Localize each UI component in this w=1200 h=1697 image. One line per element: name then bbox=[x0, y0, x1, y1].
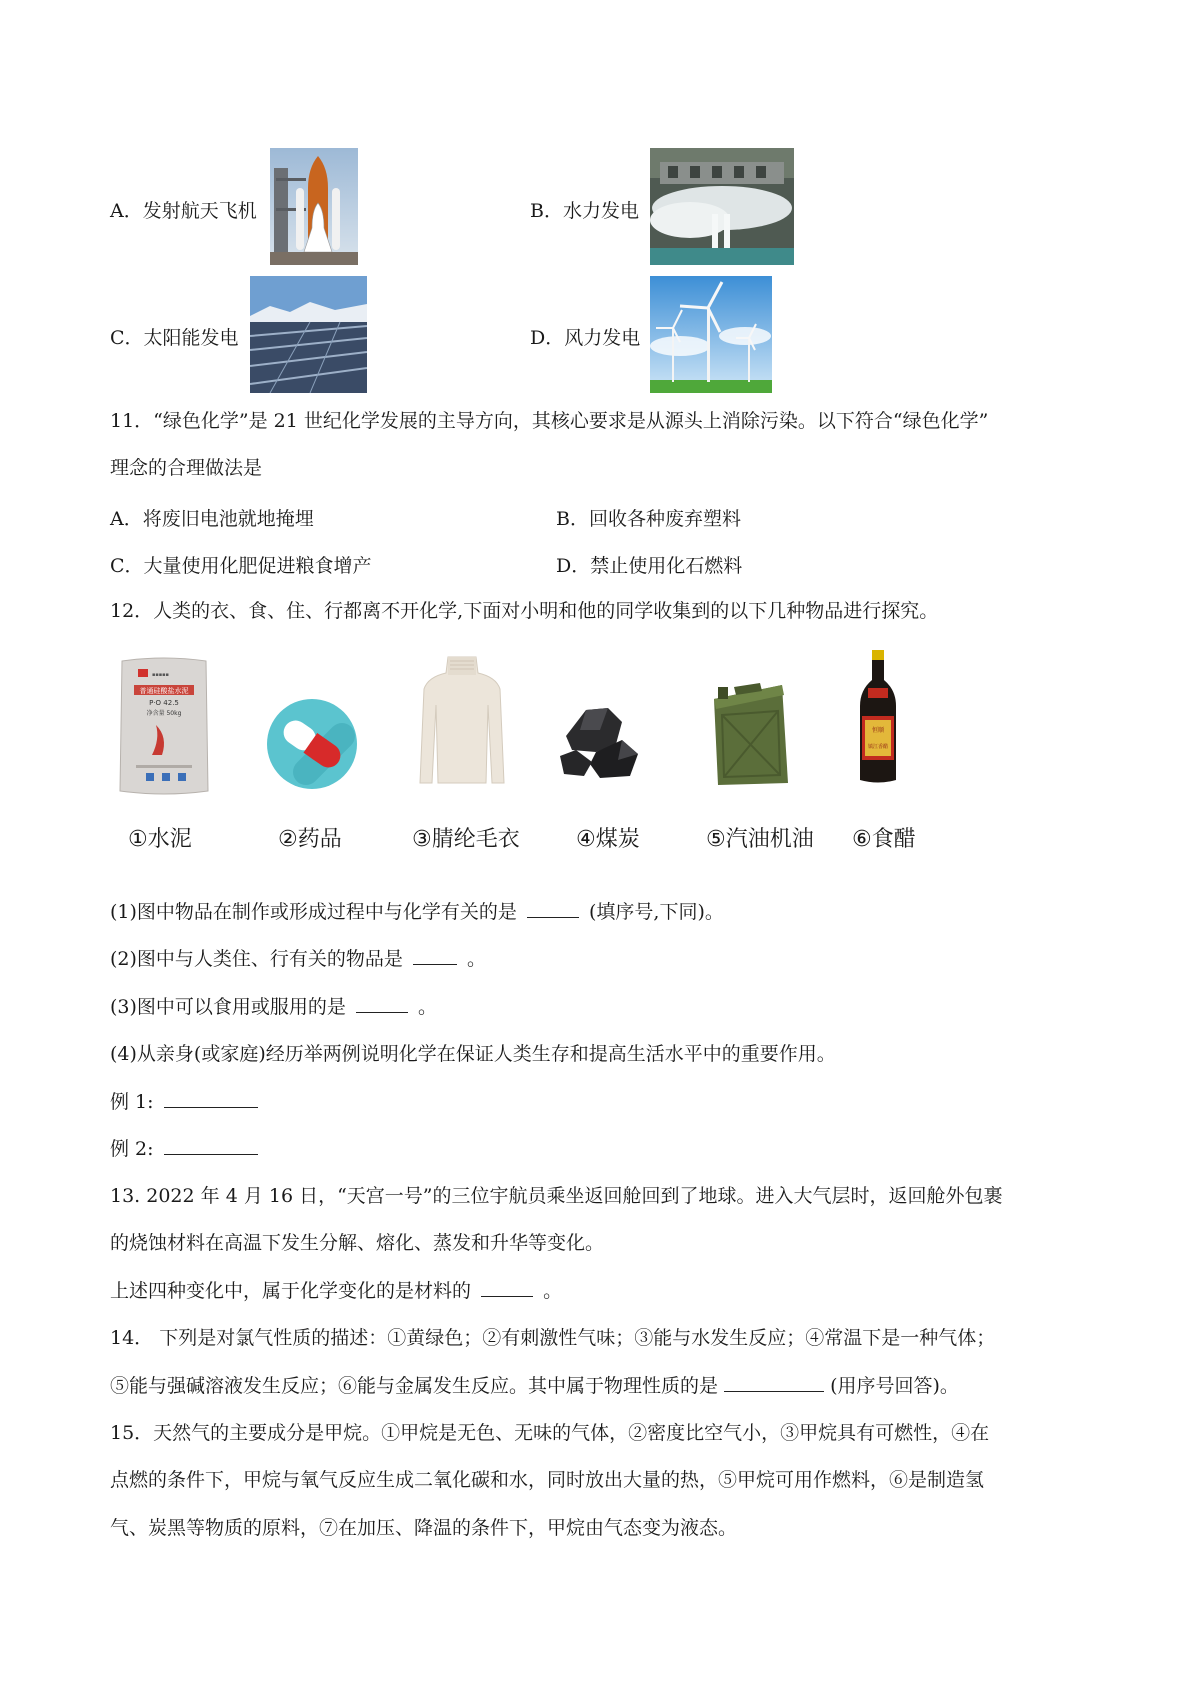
hydropower-dam-image bbox=[650, 148, 794, 265]
solar-panels-image bbox=[250, 276, 367, 393]
q14-answer-blank[interactable] bbox=[724, 1373, 824, 1392]
q10-option-b[interactable]: B．水力发电 bbox=[530, 200, 639, 222]
vinegar-label-brand: 恒顺 bbox=[871, 727, 885, 734]
q13-line2: 的烧蚀材料在高温下发生分解、熔化、蒸发和升华等变化。 bbox=[110, 1232, 605, 1254]
cement-bag-grade: P·O 42.5 bbox=[149, 699, 179, 707]
caption-cement: ①水泥 bbox=[128, 827, 192, 852]
q10-option-a[interactable]: A．发射航天飞机 bbox=[110, 200, 257, 222]
q12-sub1-answer-blank[interactable] bbox=[527, 899, 579, 918]
q12-sub4: (4)从亲身(或家庭)经历举两例说明化学在保证人类生存和提高生活水平中的重要作用。 bbox=[110, 1043, 836, 1065]
q12-sub3 bbox=[110, 994, 437, 1020]
medicine-capsule-image bbox=[266, 698, 358, 790]
q13-line3 bbox=[110, 1278, 562, 1304]
jerry-can-image bbox=[708, 675, 792, 787]
q11-stem-line2: 理念的合理做法是 bbox=[110, 457, 263, 479]
q11-option-a[interactable]: A．将废旧电池就地掩埋 bbox=[110, 508, 314, 530]
q12-example1 bbox=[110, 1089, 262, 1115]
caption-sweater: ③腈纶毛衣 bbox=[412, 827, 520, 852]
q13-line1: 13. 2022 年 4 月 16 日，“天宫一号”的三位宇航员乘坐返回舱回到了地球。进入大气层时，返回舱外包裹 bbox=[110, 1185, 1003, 1207]
caption-vinegar: ⑥食醋 bbox=[852, 827, 916, 852]
q15-line2: 点燃的条件下，甲烷与氧气反应生成二氧化碳和水，同时放出大量的热，⑤甲烷可用作燃料，⑥是制造氢 bbox=[110, 1469, 985, 1491]
q14-line1: 14． 下列是对氯气性质的描述：①黄绿色；②有刺激性气味；③能与水发生反应；④常温下是一种气体； bbox=[110, 1327, 996, 1349]
q12-example2-answer-blank[interactable] bbox=[164, 1136, 258, 1155]
q12-sub1-suffix: (填序号,下同)。 bbox=[589, 901, 724, 923]
sweater-image bbox=[416, 655, 508, 787]
q12-stem: 12．人类的衣、食、住、行都离不开化学,下面对小明和他的同学收集到的以下几种物品进行探究。 bbox=[110, 600, 939, 622]
q15-line1: 15．天然气的主要成分是甲烷。①甲烷是无色、无味的气体，②密度比空气小，③甲烷具有可燃性，④在 bbox=[110, 1422, 990, 1444]
q12-sub2 bbox=[110, 946, 486, 972]
q12-example1-label: 例 1: bbox=[110, 1091, 154, 1113]
caption-engine-oil: ⑤汽油机油 bbox=[706, 827, 814, 852]
q13-answer-blank[interactable] bbox=[481, 1278, 533, 1297]
coal-image bbox=[556, 700, 640, 780]
q12-example1-answer-blank[interactable] bbox=[164, 1089, 258, 1108]
q13-line3-text: 上述四种变化中，属于化学变化的是材料的 bbox=[110, 1280, 472, 1302]
q13-line3-suffix: 。 bbox=[543, 1280, 563, 1302]
q11-stem-line1: 11．“绿色化学”是 21 世纪化学发展的主导方向，其核心要求是从源头上消除污染。以下符合“绿色化学” bbox=[110, 410, 989, 432]
q12-sub3-answer-blank[interactable] bbox=[356, 994, 408, 1013]
cement-brand-mark: ▪▪▪▪▪ bbox=[152, 672, 169, 678]
cement-bag-image bbox=[116, 655, 212, 798]
q12-sub2-text: (2)图中与人类住、行有关的物品是 bbox=[110, 948, 403, 970]
q14-line2-suffix: (用序号回答)。 bbox=[830, 1375, 959, 1397]
q11-option-b[interactable]: B．回收各种废弃塑料 bbox=[556, 508, 741, 530]
q12-example2-label: 例 2: bbox=[110, 1138, 154, 1160]
q12-sub2-answer-blank[interactable] bbox=[413, 946, 457, 965]
q11-option-c[interactable]: C．大量使用化肥促进粮食增产 bbox=[110, 555, 372, 577]
wind-turbines-image bbox=[650, 276, 772, 393]
q11-option-d[interactable]: D．禁止使用化石燃料 bbox=[556, 555, 743, 577]
cement-bag-title: 普通硅酸盐水泥 bbox=[139, 687, 189, 695]
caption-medicine: ②药品 bbox=[278, 827, 342, 852]
q15-line3: 气、炭黑等物质的原料，⑦在加压、降温的条件下，甲烷由气态变为液态。 bbox=[110, 1517, 738, 1539]
q10-option-d[interactable]: D．风力发电 bbox=[530, 327, 641, 349]
vinegar-bottle-image bbox=[856, 650, 900, 785]
q12-sub2-suffix: 。 bbox=[467, 948, 487, 970]
q14-line2 bbox=[110, 1373, 959, 1399]
cement-bag-weight: 净含量 50kg bbox=[146, 710, 182, 717]
vinegar-label-name: 镇江香醋 bbox=[867, 744, 889, 750]
q12-sub1-text: (1)图中物品在制作或形成过程中与化学有关的是 bbox=[110, 901, 517, 923]
q14-line2-text: ⑤能与强碱溶液发生反应；⑥能与金属发生反应。其中属于物理性质的是 bbox=[110, 1375, 719, 1397]
q10-option-c[interactable]: C．太阳能发电 bbox=[110, 327, 239, 349]
space-shuttle-image bbox=[270, 148, 358, 265]
q12-sub3-suffix: 。 bbox=[418, 996, 438, 1018]
q12-sub1 bbox=[110, 899, 724, 925]
q12-example2 bbox=[110, 1136, 262, 1162]
q12-sub3-text: (3)图中可以食用或服用的是 bbox=[110, 996, 346, 1018]
caption-coal: ④煤炭 bbox=[576, 827, 640, 852]
